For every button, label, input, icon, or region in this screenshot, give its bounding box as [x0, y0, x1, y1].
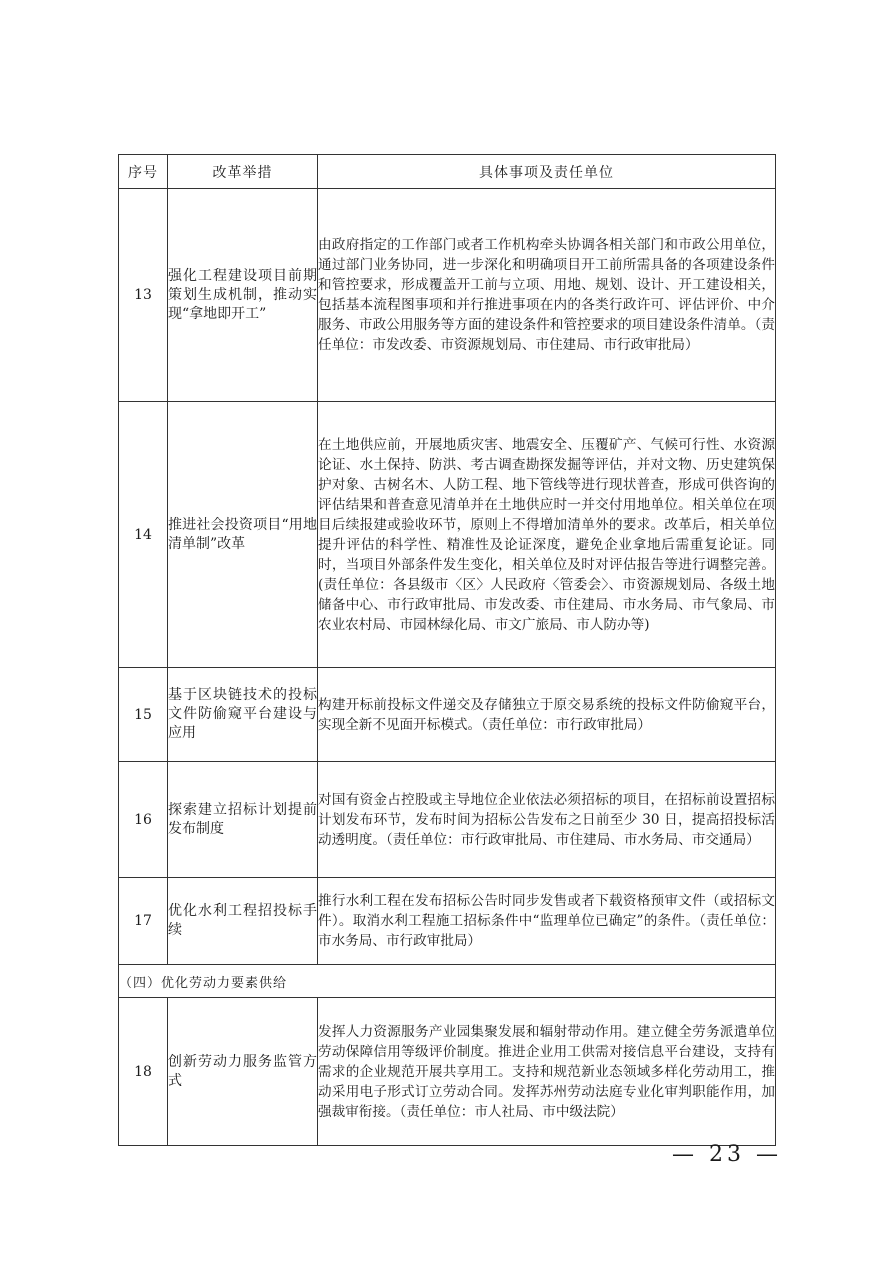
row-detail: 发挥人力资源服务产业园集聚发展和辐射带动作用。建立健全劳务派遣单位劳动保障信用等级评价制度。推进企业用工供需对接信息平台建设，支持有需求的企业规范开展共享用工。支持和规范新业态领域多样化劳动用工，推动采用电子形式订立劳动合同。发挥苏州劳动法庭专业化审判职能作用，加强裁审衔接。（责任单位：市人社局、市中级法院）	[318, 998, 776, 1146]
row-measure: 探索建立招标计划提前发布制度	[168, 762, 318, 878]
row-number: 15	[119, 668, 168, 762]
table-row	[119, 402, 776, 668]
row-detail: 由政府指定的工作部门或者工作机构牵头协调各相关部门和市政公用单位，通过部门业务协同，进一步深化和明确项目开工前所需具备的各项建设条件和管控要求，形成覆盖开工前与立项、用地、规划、设计、开工建设相关，包括基本流程图事项和并行推进事项在内的各类行政许可、评估评价、中介服务、市政公用服务等方面的建设条件和管控要求的项目建设条件清单。（责任单位：市发改委、市资源规划局、市住建局、市行政审批局）	[318, 189, 776, 402]
header-measure: 改革举措	[168, 155, 318, 189]
row-detail: 构建开标前投标文件递交及存储独立于原交易系统的投标文件防偷窥平台，实现全新不见面开标模式。（责任单位：市行政审批局）	[318, 668, 776, 762]
row-measure: 优化水利工程招投标手续	[168, 878, 318, 965]
table-row	[119, 762, 776, 878]
table-row	[119, 668, 776, 762]
page-number: — 23 —	[672, 1142, 782, 1167]
header-no: 序号	[119, 155, 168, 189]
section-row	[119, 965, 776, 998]
table-row	[119, 998, 776, 1146]
row-detail: 推行水利工程在发布招标公告时同步发售或者下载资格预审文件（或招标文件）。取消水利工程施工招标条件中“监理单位已确定”的条件。（责任单位：市水务局、市行政审批局）	[318, 878, 776, 965]
row-measure: 基于区块链技术的投标文件防偷窥平台建设与应用	[168, 668, 318, 762]
row-measure: 强化工程建设项目前期策划生成机制，推动实现“拿地即开工”	[168, 189, 318, 402]
row-number: 18	[119, 998, 168, 1146]
header-detail: 具体事项及责任单位	[318, 155, 776, 189]
row-detail: 对国有资金占控股或主导地位企业依法必须招标的项目，在招标前设置招标计划发布环节，发布时间为招标公告发布之日前至少 30 日，提高招投标活动透明度。（责任单位：市行政审批局、市住建局、市水务局、市交通局）	[318, 762, 776, 878]
row-measure: 推进社会投资项目“用地清单制”改革	[168, 402, 318, 668]
section-heading: （四）优化劳动力要素供给	[119, 965, 776, 998]
table-row	[119, 878, 776, 965]
table-row	[119, 189, 776, 402]
row-detail: 在土地供应前，开展地质灾害、地震安全、压覆矿产、气候可行性、水资源论证、水土保持、防洪、考古调查勘探发掘等评估，并对文物、历史建筑保护对象、古树名木、人防工程、地下管线等进行现状普查，形成可供咨询的评估结果和普查意见清单并在土地供应时一并交付用地单位。相关单位在项目后续报建或验收环节，原则上不得增加清单外的要求。改革后，相关单位提升评估的科学性、精准性及论证深度，避免企业拿地后需重复论证。同时，当项目外部条件发生变化，相关单位及时对评估报告等进行调整完善。(责任单位：各县级市〈区〉人民政府〈管委会〉、市资源规划局、各级土地储备中心、市行政审批局、市发改委、市住建局、市水务局、市气象局、市农业农村局、市园林绿化局、市文广旅局、市人防办等)	[318, 402, 776, 668]
row-number: 13	[119, 189, 168, 402]
table-header-row	[119, 155, 776, 189]
row-measure: 创新劳动力服务监管方式	[168, 998, 318, 1146]
row-number: 14	[119, 402, 168, 668]
reform-table	[118, 154, 776, 1146]
row-number: 17	[119, 878, 168, 965]
row-number: 16	[119, 762, 168, 878]
